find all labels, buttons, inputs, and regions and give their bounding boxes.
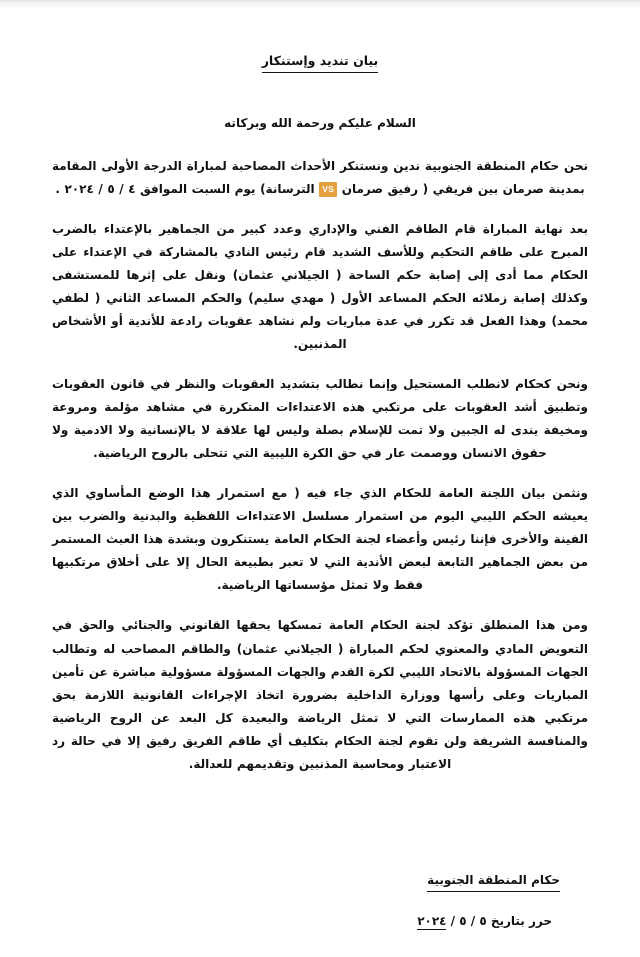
document-title-container <box>52 50 588 73</box>
vs-badge: VS <box>319 182 337 198</box>
paragraph-4: ونثمن بيان اللجنة العامة للحكام الذي جاء فيه ( مع استمرار هذا الوضع المأساوي الذي يعيشه الحكم الليبي اليوم من استمرار مسلسل الاعتداءات اللفظية والبدنية والضرب بين الفينة والأخرى فإننا رئيس وأعضاء لجنة الحكام العامة يستنكرون وبشدة هذا العبث المستمر من بعض الجماهير التابعة لبعض الأندية التي لا تعبر بطبيعة الحال إلا على أخلاق مرتكبيها فقط ولا تمثل مؤسساتها الرياضية. <box>52 486 588 593</box>
paragraph-1-part-a: نحن حكام المنطقة الجنوبية ندين ونستنكر الأحداث المصاحبة لمباراة الدرجة الأولى المقامة بمدينة صرمان بين فريقي ( رفيق صرمان <box>52 158 588 196</box>
paragraph-1-part-b: الترسانة) يوم السبت الموافق ٤ / ٥ / ٢٠٢٤ . <box>55 181 315 196</box>
paragraph-2: بعد نهاية المباراة قام الطاقم الفني والإداري وعدد كبير من الجماهير بالإعتداء بالضرب المبرح على طاقم التحكيم وللأسف الشديد قام رئيس النادي بالمشاركة في الإعتداء على الحكام مما أدى إلى إصابة حكم الساحة ( الجيلاني عثمان) ونقل على إثرها للمستشفى وكذلك إصابة زملائه الحكم المساعد الأول ( مهدي سليم) والحكم المساعد الثاني ( لطفي محمد) وهذا الفعل قد تكرر في عدة مباريات ولم نشاهد عقوبات رادعة للأندية أو الأشخاص المذنبين. <box>52 222 588 352</box>
paragraph-1 <box>52 155 588 201</box>
signature-block <box>52 869 588 931</box>
date-line <box>52 912 560 931</box>
paragraph-5: ومن هذا المنطلق تؤكد لجنة الحكام العامة تمسكها بحقها القانوني والجنائي والحق في التعويض المادي والمعنوي لحكم المباراة ( الجيلاني عثمان) والطاقم المصاحب له وتطالب الجهات المسؤولة بالاتحاد الليبي لكرة القدم والجهات المسؤولة مسؤولية مباشرة عن تأمين المباريات وعلى رأسها ووزارة الداخلية بضرورة اتخاذ الإجراءات القانونية اللازمة بحق مرتكبي هذه الممارسات التي لا تمثل الرياضة والبعيدة كل البعد عن الروح الرياضية والمنافسة الشريفة ولن تقوم لجنة الحكام بتكليف أي طاقم الفريق رفيق إلا في حالة رد الاعتبار ومحاسبة المذنبين وتقديمهم للعدالة. <box>52 618 588 771</box>
greeting-line: السلام عليكم ورحمة الله وبركاته <box>224 115 416 130</box>
date-year: ٢٠٢٤ <box>417 913 447 928</box>
date-prefix: حرر بتاريخ ٥ / ٥ / <box>450 913 552 928</box>
paragraph-3: ونحن كحكام لانطلب المستحيل وإنما نطالب بتشديد العقوبات والنظر في قانون العقوبات وتطبيق أشد العقوبات على مرتكبي هذه الاعتداءات المتكررة في مشاهد مؤلمة ومروعة ومخيفة يندى له الجبين ولا تمت للإسلام بصلة وليس لها علاقة لا بالإنسانية ولا الادمية ولا حقوق الانسان ووصمت عار في حق الكرة الليبية التي تتحلى بالروح الرياضية. <box>52 377 588 461</box>
signature-text: حكام المنطقة الجنوبية <box>427 871 560 892</box>
page-title: بيان تنديد وإستنكار <box>262 52 379 73</box>
